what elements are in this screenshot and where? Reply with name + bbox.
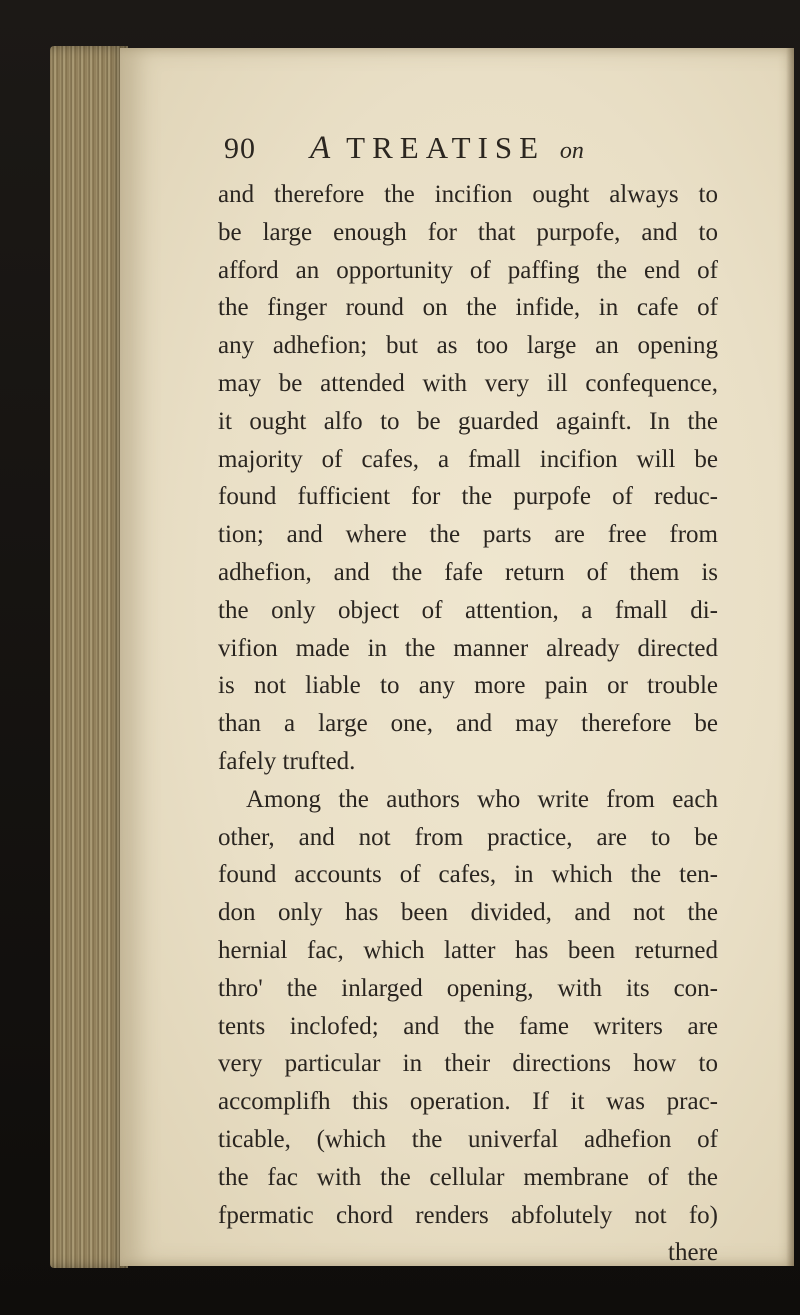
book-page-edges xyxy=(50,46,128,1268)
text-line: Among the authors who write from each xyxy=(246,785,718,813)
book-page xyxy=(120,48,794,1266)
text-line: very particular in their directions how to xyxy=(218,1050,718,1078)
text-line: thro' the inlarged opening, with its con- xyxy=(218,974,718,1002)
text-line: tents inclofed; and the fame writers are xyxy=(218,1012,718,1040)
text-line: ticable, (which the univerfal adhefion of xyxy=(218,1125,718,1153)
text-line: tion; and where the parts are free from xyxy=(218,521,718,549)
text-line: other, and not from practice, are to be xyxy=(218,823,718,851)
text-line: and therefore the incifion ought always to xyxy=(218,181,718,208)
text-line: the finger round on the infide, in cafe of xyxy=(218,294,718,322)
text-line: the fac with the cellular membrane of the xyxy=(218,1163,718,1191)
text-line: adhefion, and the fafe return of them is xyxy=(218,558,718,586)
body-text xyxy=(218,176,718,1272)
page-number: 90 xyxy=(224,132,256,165)
text-line: don only has been divided, and not the xyxy=(218,899,718,927)
text-line: the only object of attention, a fmall di- xyxy=(218,596,718,624)
text-line: afford an opportunity of paffing the end of xyxy=(218,256,718,284)
text-line: hernial fac, which latter has been returned xyxy=(218,936,718,964)
catchword: there xyxy=(668,1239,718,1267)
page-shadow xyxy=(786,48,794,1266)
text-line: fpermatic chord renders abfolutely not fo) xyxy=(218,1201,718,1229)
text-line: any adhefion; but as too large an opening xyxy=(218,332,718,360)
text-line: be large enough for that purpofe, and to xyxy=(218,218,718,246)
text-line: is not liable to any more pain or trouble xyxy=(218,672,718,700)
text-line: fafely trufted. xyxy=(218,747,356,775)
running-head-article: A xyxy=(310,130,331,166)
page-header xyxy=(224,128,744,178)
running-head-on: on xyxy=(559,138,584,164)
text-line: than a large one, and may therefore be xyxy=(218,710,718,738)
text-line: majority of cafes, a fmall incifion will be xyxy=(218,445,718,473)
text-line: found fufficient for the purpofe of reduc- xyxy=(218,483,718,511)
running-head-title: TREATISE xyxy=(346,130,546,165)
running-head xyxy=(310,130,584,167)
text-line: may be attended with very ill confequence, xyxy=(218,369,718,397)
text-line: found accounts of cafes, in which the ten- xyxy=(218,861,718,889)
text-line: vifion made in the manner already directed xyxy=(218,634,718,662)
text-line: accomplifh this operation. If it was prac- xyxy=(218,1088,718,1116)
text-line: it ought alfo to be guarded againft. In the xyxy=(218,407,718,435)
